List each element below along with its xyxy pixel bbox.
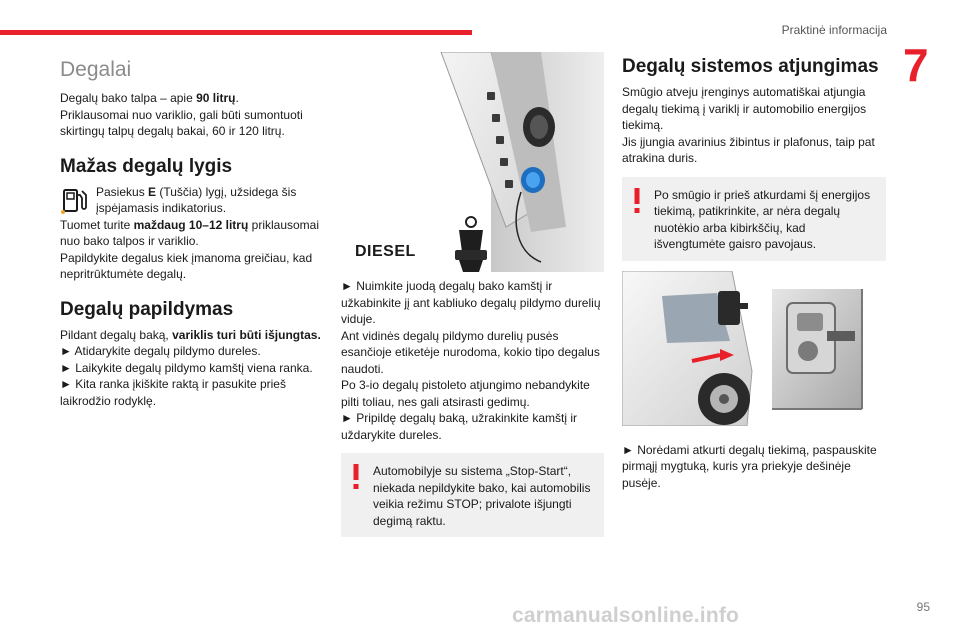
diesel-label: DIESEL (355, 242, 416, 260)
column-cutoff (622, 52, 886, 491)
fuel-flap-illustration (341, 52, 604, 272)
column-fuel (60, 58, 325, 409)
warning-exclamation-icon (351, 464, 361, 490)
capacity-value: 90 litrų (196, 91, 236, 105)
van-cutoff-illustration (622, 271, 886, 426)
low-level-indicator-row: Pasiekus E (Tuščia) lygį, užsidega šis įspėjamasis indikatorius. (60, 184, 325, 217)
remove-cap-step: ► Nuimkite juodą degalų bako kamštį ir užkabinkite jį ant kabliuko degalų pildymo durelių viduje. (341, 279, 601, 326)
refuel-step: ► Kita ranka įkiškite raktą ir pasukite prieš laikrodžio rodyklę. (60, 377, 286, 408)
column-refuel (341, 52, 604, 537)
refill-advice: Papildykite degalus kiek įmanoma greičiau, kad nepritrūktumėte degalų. (60, 250, 313, 281)
reserve-note: Tuomet turite maždaug 10–12 litrų priklausomai nuo bako talpos ir variklio. (60, 217, 320, 248)
cutoff-intro-2: Jis įjungia avarinius žibintus ir plafonus, taip pat atrakina duris. (622, 134, 875, 165)
low-level-heading: Mažas degalų lygis (60, 155, 233, 177)
refuel-step: ► Atidarykite degalų pildymo dureles. (60, 344, 261, 358)
cutoff-intro: Smūgio atveju įrenginys automatiškai atjungia degalų tiekimą į variklį ir automobilio energijos tiekimą. (622, 85, 867, 132)
capacity-line: Degalų bako talpa – apie 90 litrų. (60, 91, 239, 105)
refuel-heading: Degalų papildymas (60, 298, 234, 320)
stop-start-warning-text: Automobilyje su sistema „Stop-Start“, niekada nepildykite bako, kai automobilis veikia režimu STOP; privalote išjungti degimą raktu. (373, 464, 591, 528)
page-number: 95 (916, 600, 930, 614)
header-accent-bar (0, 30, 472, 35)
fuel-title: Degalai (60, 58, 132, 81)
section-title: Praktinė informacija (781, 23, 887, 37)
refuel-intro: Pildant degalų baką, variklis turi būti išjungtas. (60, 327, 321, 342)
refuel-step: ► Laikykite degalų pildymo kamštį viena ranka. (60, 360, 313, 375)
stop-start-warning (341, 453, 604, 537)
close-step: ► Pripildę degalų baką, užrakinkite kamštį ir uždarykite dureles. (341, 411, 577, 442)
cutoff-heading: Degalų sistemos atjungimas (622, 56, 879, 77)
pistol-note: Po 3-io degalų pistoleto atjungimo nebandykite pilti toliau, nes gali atsirasti gedimų. (341, 378, 590, 409)
restore-step: ► Norėdami atkurti degalų tiekimą, paspauskite pirmąjį mygtuką, kuris yra priekyje dešinėje pusėje. (622, 442, 877, 490)
leak-warning (622, 177, 886, 261)
chapter-number: 7 (903, 39, 929, 91)
fuel-label-note: Ant vidinės degalų pildymo durelių pusės esančioje etiketėje nurodoma, kokio tipo degalus naudoti. (341, 328, 600, 376)
capacity-note: Priklausomai nuo variklio, gali būti sumontuoti skirtingų talpų degalų bakai, 60 ir 120 litrų. (60, 107, 303, 138)
watermark: carmanualsonline.info (512, 604, 740, 627)
leak-warning-text: Po smūgio ir prieš atkurdami šį energijos tiekimą, patikrinkite, ar nėra degalų nuotėkio arba kibirkščių, kad išvengtumėte gaisro pavojaus. (654, 187, 871, 251)
warning-exclamation-icon (632, 188, 642, 214)
fuel-pump-icon (60, 184, 90, 214)
